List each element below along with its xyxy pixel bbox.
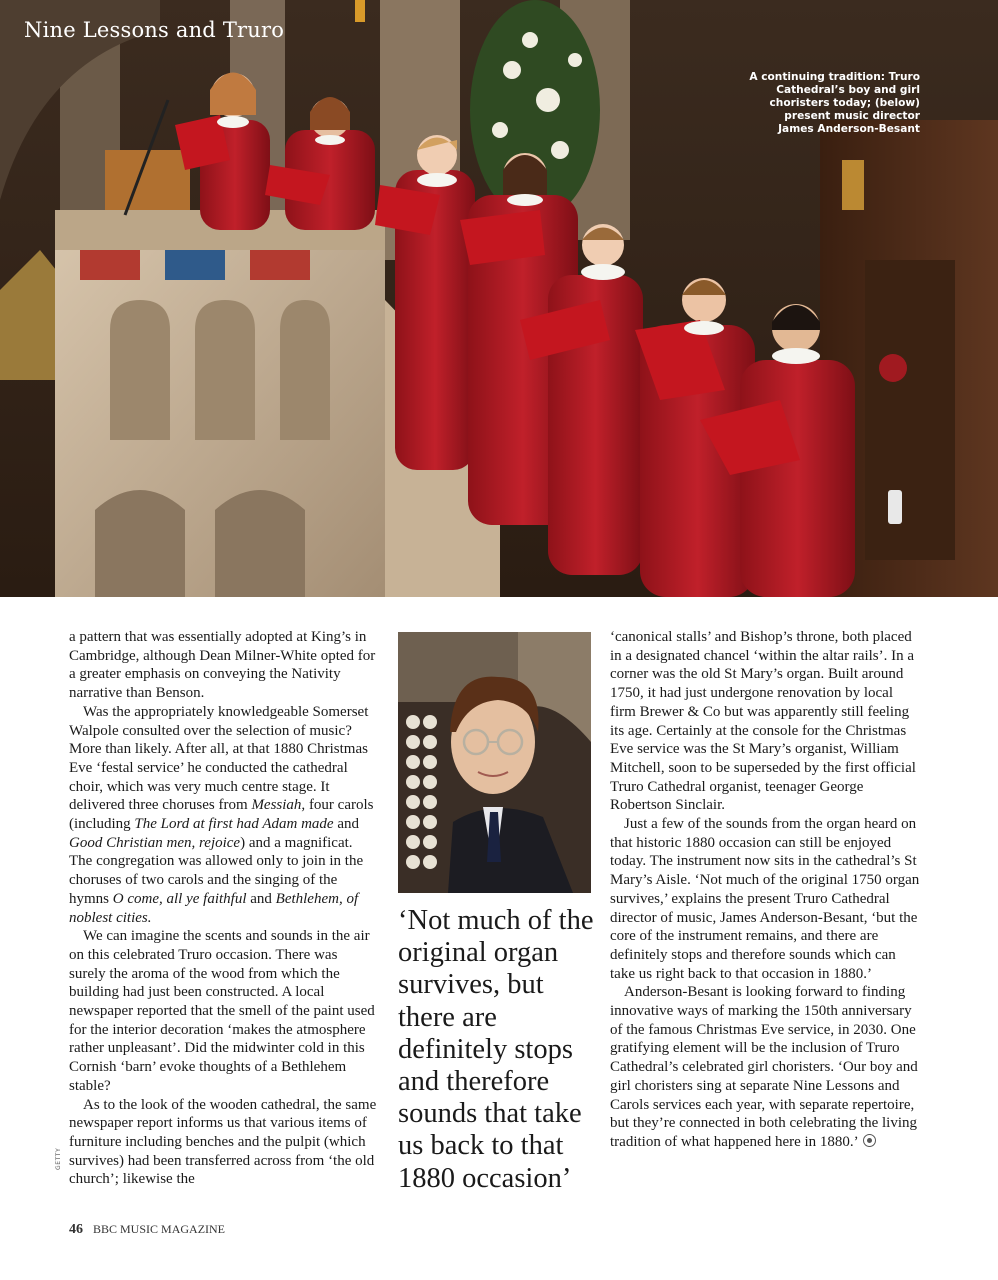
paragraph: ‘canonical stalls’ and Bishop’s throne, both placed in a designated chancel ‘within the altar rails’. In a corner was the old St Mary’s organ. Built around 1750, it had just undergone renovation by local firm Brewer & Co but was apparently still feeling its age. Certainly at the console for the Christmas Eve service was the St Mary’s organist, William Mitchell, soon to be superseded by the first official Truro Cathedral organist, teenager George Robertson Sinclair.	[610, 629, 916, 814]
paragraph: As to the look of the wooden cathedral, the same newspaper report informs us that various items of furniture including benches and the pulpit (which survives) had been transferred across from ‘the old church’; likewise the	[69, 1096, 377, 1188]
magazine-name: BBC MUSIC MAGAZINE	[93, 1222, 226, 1236]
pull-quote: ‘Not much of the original organ survives, but there are definitely stops and therefore sounds that take us back to that 1880 occasion’	[398, 905, 594, 1194]
paragraph: We can imagine the scents and sounds in the air on this celebrated Truro occasion. There was surely the aroma of the wood from which the building had just been constructed. A local newspaper reported that the smell of the paint used for the interior decoration ‘makes the atmosphere rather unpleasant’. Did the midwinter cold in this Cornish ‘barn’ evoke thoughts of a Bethlehem stable?	[69, 928, 375, 1094]
section-title: Nine Lessons and Truro	[24, 18, 285, 42]
photo-credit: GETTY	[55, 1147, 62, 1170]
article-column-left	[69, 628, 377, 1189]
article-column-right	[610, 628, 922, 1152]
lamp-icon	[842, 160, 864, 210]
page-footer	[69, 1222, 225, 1238]
photo-caption: A continuing tradition: Truro Cathedral’s boy and girl choristers today; (below) present music director James Anderson-Besant	[749, 71, 920, 135]
hand-sanitiser-bottle	[888, 490, 902, 524]
portrait-photo	[398, 632, 591, 893]
paragraph: Was the appropriately knowledgeable Somerset Walpole consulted over the selection of music? More than likely. After all, at that 1880 Christmas Eve ‘festal service’ he conducted the cathedral choir, which was very much centre stage. It delivered three choruses from Messiah, four carols (including The Lord at first had Adam made and Good Christian men, rejoice) and a magnificat. The congregation was allowed only to join in the choruses of two carols and the singing of the hymns O come, all ye faithful and Bethlehem, of noblest cities.	[69, 703, 374, 926]
hero-photo	[0, 0, 998, 597]
paragraph: Anderson-Besant is looking forward to finding innovative ways of marking the 150th anniversary of the famous Christmas Eve service, in 2030. One gratifying element will be the inclusion of Truro Cathedral’s celebrated girl choristers. ‘Our boy and girl choristers sing at separate Nine Lessons and Carols services each year, with separate repertoire, but they’re connected in both celebrating the living tradition of what happened here in 1880.’	[610, 984, 918, 1150]
candle-icon	[355, 0, 365, 22]
director-portrait	[398, 632, 591, 893]
paragraph: Just a few of the sounds from the organ heard on that historic 1880 occasion can still be enjoyed today. The instrument now sits in the cathedral’s St Mary’s Aisle. ‘Not much of the original 1750 organ survives,’ explains the present Truro Cathedral director of music, James Anderson-Besant, ‘but the core of the instrument remains, and there are definitely stops and therefore sounds which can take us right back to that occasion in 1880.’	[610, 816, 920, 982]
end-of-article-icon	[863, 1134, 876, 1147]
crest-icon	[879, 354, 907, 382]
page-number: 46	[69, 1222, 83, 1237]
paragraph: a pattern that was essentially adopted at King’s in Cambridge, although Dean Milner-White opted for a greater emphasis on conveying the Nativity narrative than Benson.	[69, 629, 376, 702]
